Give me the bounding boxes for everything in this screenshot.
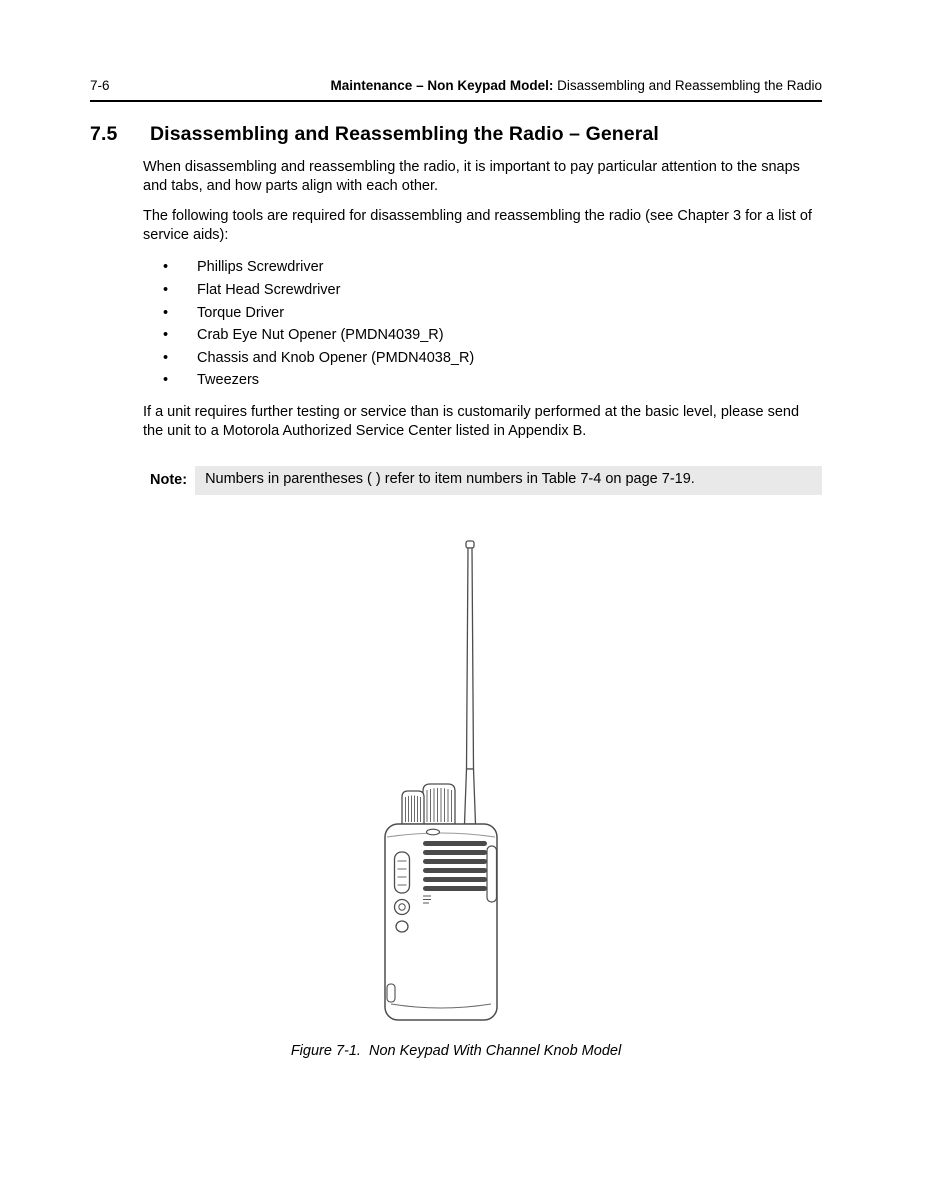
section-heading [90, 123, 822, 146]
figure-7-1 [90, 539, 822, 1059]
header-rule [90, 100, 822, 102]
tool-item: • Chassis and Knob Opener (PMDN4038_R) [163, 347, 822, 370]
side-button-1 [395, 899, 410, 914]
page-number: 7-6 [90, 78, 110, 93]
tool-item: • Flat Head Screwdriver [163, 279, 822, 302]
running-header-bold: Maintenance – Non Keypad Model: [330, 78, 554, 93]
bottom-left-tab [387, 984, 395, 1002]
radio-illustration [382, 539, 500, 1025]
accessory-connector [487, 846, 497, 902]
side-button-2 [396, 921, 408, 932]
page-header [90, 78, 822, 93]
tool-item: • Tweezers [163, 369, 822, 392]
paragraph: The following tools are required for disassembling and reassembling the radio (see Chapter 3 for a list of service aids): [143, 208, 812, 243]
antenna-shaft [467, 548, 474, 769]
note [150, 466, 822, 495]
channel-knob [423, 784, 455, 824]
antenna-base [465, 769, 476, 824]
note-label: Note: [150, 472, 188, 489]
running-header-rest: Disassembling and Reassembling the Radio [553, 78, 822, 93]
tool-item: • Phillips Screwdriver [163, 256, 822, 279]
note-text: Numbers in parentheses ( ) refer to item numbers in Table 7-4 on page 7-19. [195, 466, 822, 495]
tool-item: • Torque Driver [163, 302, 822, 325]
paragraph: If a unit requires further testing or service than is customarily performed at the basic level, please send the unit to a Motorola Authorized Service Center listed in Appendix B. [143, 403, 800, 439]
figure-caption: Figure 7-1. Non Keypad With Channel Knob Model [290, 1042, 622, 1059]
section-number: 7.5 [90, 123, 118, 145]
paragraph: When disassembling and reassembling the radio, it is important to pay particular attention to the snaps and tabs, and how parts align with each other. [143, 159, 800, 194]
section-body [143, 158, 822, 495]
tool-item: • Crab Eye Nut Opener (PMDN4039_R) [163, 324, 822, 347]
running-header [331, 78, 822, 93]
section-title: Disassembling and Reassembling the Radio – General [150, 123, 659, 145]
antenna-tip [466, 541, 474, 548]
tools-list [163, 256, 822, 392]
led-indicator [427, 829, 440, 835]
ptt-button [395, 852, 410, 893]
